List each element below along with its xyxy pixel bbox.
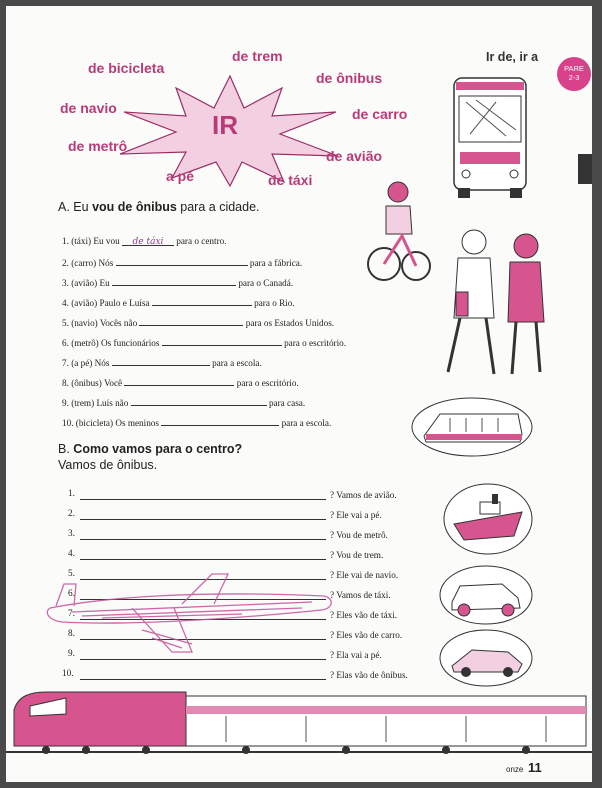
exercise-a-2: 2. (carro) Nós para a fábrica. — [62, 258, 303, 268]
page-number-word: onze — [506, 765, 524, 774]
exercise-a-3: 3. (avião) Eu para o Canadá. — [62, 278, 294, 288]
answer-field-a-6[interactable] — [162, 336, 282, 346]
answer-field-a-2[interactable] — [116, 256, 248, 266]
item-b-number: 10. — [62, 668, 74, 678]
side-tab-marker — [578, 154, 592, 184]
ir-label: IR — [212, 110, 238, 140]
answer-field-a-9[interactable] — [131, 396, 267, 406]
answer-field-a-7[interactable] — [112, 356, 210, 366]
section-b-example: Vamos de ônibus. — [58, 458, 158, 472]
item-b-number: 2. — [68, 508, 75, 518]
word-a-pe: a pé — [166, 168, 195, 184]
word-onibus: de ônibus — [316, 70, 383, 86]
answer-field-a-8[interactable] — [124, 376, 234, 386]
page-number: 11 — [528, 760, 542, 775]
exercise-a-1: 1. (táxi) Eu vou de táxi para o centro. — [62, 236, 227, 247]
exercise-a-7: 7. (a pé) Nós para a escola. — [62, 358, 262, 368]
answer-line-b-4[interactable] — [80, 558, 326, 560]
item-b-answer: ? Vamos de avião. — [330, 490, 397, 500]
answer-line-b-1[interactable] — [80, 498, 326, 500]
item-b-answer: ? Ele vai a pé. — [330, 510, 382, 520]
word-carro: de carro — [352, 106, 408, 122]
bus-illustration — [446, 72, 532, 202]
item-b-answer: ? Vamos de táxi. — [330, 590, 391, 600]
item-b-number: 7. — [68, 608, 75, 618]
answer-field-a-10[interactable] — [161, 416, 279, 426]
word-bicicleta: de bicicleta — [88, 60, 165, 76]
exercise-a-4: 4. (avião) Paulo e Luísa para o Rio. — [62, 298, 295, 308]
item-b-answer: ? Eles vão de carro. — [330, 630, 403, 640]
word-metro: de metrô — [68, 138, 128, 154]
section-a-title: A. Eu vou de ônibus para a cidade. — [58, 200, 260, 214]
item-b-number: 9. — [68, 648, 75, 658]
cyclist-illustration — [362, 176, 436, 286]
subway-train-illustration — [410, 396, 534, 458]
word-navio: de navio — [60, 100, 117, 116]
section-b-title: B. Como vamos para o centro? — [58, 442, 243, 456]
answer-line-b-3[interactable] — [80, 538, 326, 540]
taxi-illustration — [438, 564, 534, 626]
airplane-scribble — [42, 568, 342, 660]
word-trem: de trem — [232, 48, 283, 64]
item-b-answer: ? Eles vão de táxi. — [330, 610, 398, 620]
answer-field-a-1[interactable]: de táxi — [122, 236, 174, 246]
answer-field-a-4[interactable] — [152, 296, 252, 306]
item-b-answer: ? Ela vai a pé. — [330, 650, 382, 660]
car-illustration — [438, 628, 534, 688]
exercise-a-5: 5. (navio) Vocês não para os Estados Unidos. — [62, 318, 335, 328]
item-b-number: 4. — [68, 548, 75, 558]
item-b-number: 3. — [68, 528, 75, 538]
answer-line-b-10[interactable] — [80, 678, 326, 680]
workbook-page — [6, 6, 592, 782]
exercise-a-6: 6. (metrô) Os funcionários para o escritório. — [62, 338, 347, 348]
item-b-answer: ? Elas vão de ônibus. — [330, 670, 408, 680]
exercise-a-8: 8. (ônibus) Você para o escritório. — [62, 378, 299, 388]
answer-field-a-3[interactable] — [112, 276, 236, 286]
exercise-a-10: 10. (bicicleta) Os meninos para a escola. — [62, 418, 332, 428]
answer-field-a-5[interactable] — [139, 316, 243, 326]
train-illustration — [6, 686, 592, 758]
item-b-answer: ? Vou de metrô. — [330, 530, 388, 540]
topic-title: Ir de, ir a — [486, 50, 539, 64]
ship-illustration — [442, 482, 534, 556]
answer-line-b-2[interactable] — [80, 518, 326, 520]
item-b-number: 5. — [68, 568, 75, 578]
walking-couple-illustration — [436, 222, 556, 382]
item-b-number: 6. — [68, 588, 75, 598]
exercise-a-9: 9. (trem) Luís não para casa. — [62, 398, 306, 408]
item-b-answer: ? Ele vai de navio. — [330, 570, 399, 580]
item-b-number: 8. — [68, 628, 75, 638]
section-badge: PARE 2-3 — [557, 57, 591, 91]
word-taxi: de táxi — [268, 172, 313, 188]
item-b-number: 1. — [68, 488, 75, 498]
item-b-answer: ? Vou de trem. — [330, 550, 384, 560]
word-aviao: de avião — [326, 148, 383, 164]
